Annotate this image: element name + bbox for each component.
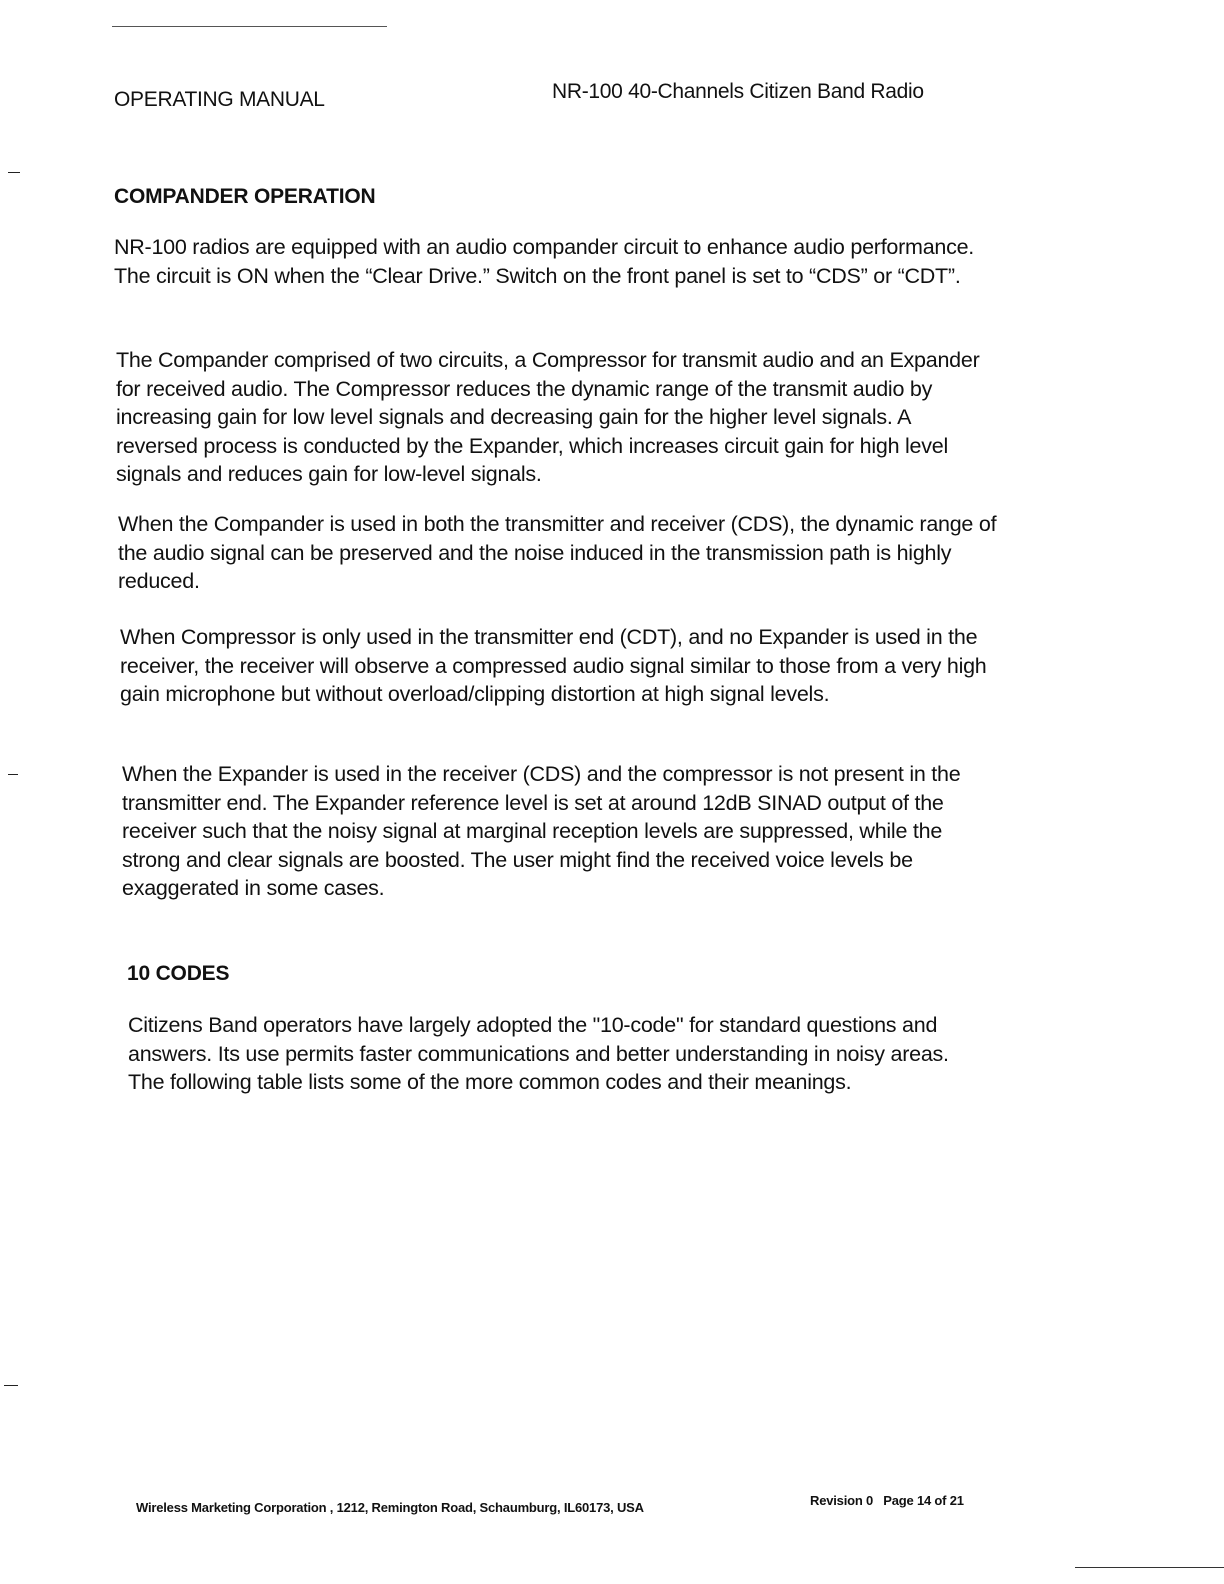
margin-scan-mark <box>8 774 18 775</box>
section-heading-10-codes: 10 CODES <box>127 962 230 985</box>
margin-scan-mark <box>8 172 20 173</box>
paragraph: NR-100 radios are equipped with an audio compander circuit to enhance audio performance. The circuit is ON when the “Clear Drive.” Switch on the front panel is set to “CDS” or “CDT”. <box>114 235 975 288</box>
footer-page-number: Page 14 of 21 <box>883 1493 964 1508</box>
header-manual-title: OPERATING MANUAL <box>114 88 325 111</box>
bottom-scan-rule <box>1075 1567 1224 1568</box>
footer-address: Wireless Marketing Corporation , 1212, Remington Road, Schaumburg, IL60173, USA <box>136 1500 644 1515</box>
paragraph: When the Compander is used in both the transmitter and receiver (CDS), the dynamic range of the audio signal can be preserved and the noise induced in the transmission path is highly reduced. <box>118 512 997 593</box>
margin-scan-mark <box>4 1385 18 1386</box>
header-product-title: NR-100 40-Channels Citizen Band Radio <box>552 80 924 103</box>
footer-revision: Revision 0 <box>810 1493 874 1508</box>
top-scan-rule <box>112 26 387 27</box>
section-heading-compander: COMPANDER OPERATION <box>114 185 376 208</box>
footer-revision-page <box>810 1493 964 1508</box>
paragraph: Citizens Band operators have largely adopted the "10-code" for standard questions and answers. Its use permits faster communications and better understanding in noisy areas. The following table lists some of the more common codes and their meanings. <box>128 1013 949 1094</box>
paragraph: The Compander comprised of two circuits, a Compressor for transmit audio and an Expander for received audio. The Compressor reduces the dynamic range of the transmit audio by increasing gain for low level signals and decreasing gain for the higher level signals. A reversed process is conducted by the Expander, which increases circuit gain for high level signals and reduces gain for low-level signals. <box>116 348 980 486</box>
paragraph: When the Expander is used in the receiver (CDS) and the compressor is not present in the transmitter end. The Expander reference level is set at around 12dB SINAD output of the receiver such that the noisy signal at marginal reception levels are suppressed, while the strong and clear signals are boosted. The user might find the received voice levels be exaggerated in some cases. <box>122 762 961 900</box>
paragraph: When Compressor is only used in the transmitter end (CDT), and no Expander is used in the receiver, the receiver will observe a compressed audio signal similar to those from a very high gain microphone but without overload/clipping distortion at high signal levels. <box>120 625 987 706</box>
